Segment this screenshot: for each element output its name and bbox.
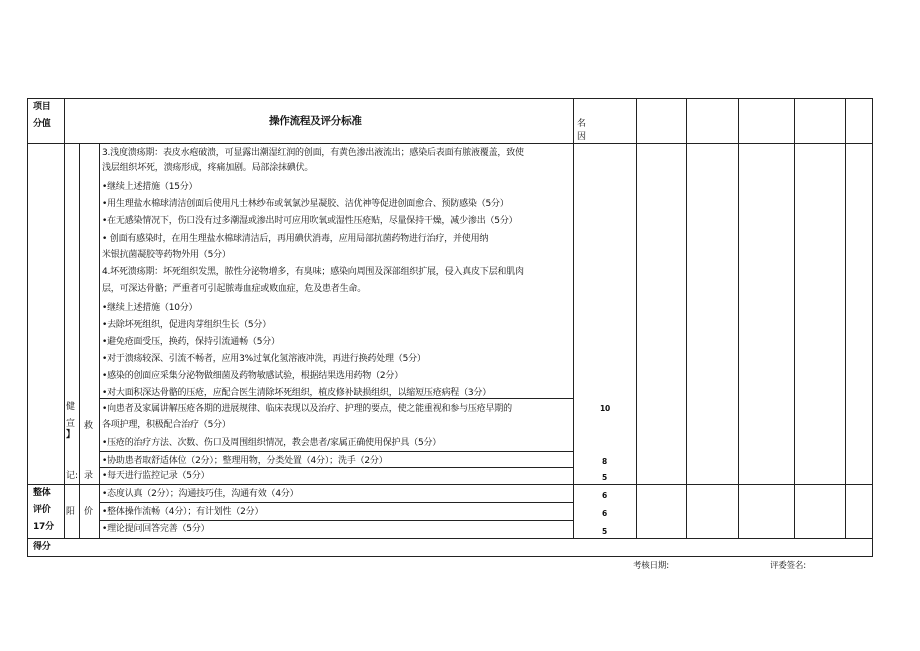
label-health: 】 bbox=[66, 430, 75, 440]
table-left-border bbox=[27, 98, 28, 557]
record-row-score: 5 bbox=[602, 473, 608, 482]
label-health: 宣 bbox=[66, 419, 75, 429]
label-record: 录 bbox=[84, 471, 93, 481]
eval-col-divider-2 bbox=[79, 484, 80, 539]
label-col-divider-2 bbox=[79, 143, 80, 484]
record-row-score: 8 bbox=[602, 457, 608, 466]
content-left-border bbox=[99, 143, 100, 538]
label-health: 记 bbox=[66, 471, 75, 481]
eval-row-score: 5 bbox=[602, 527, 608, 536]
edu-line: 各项护理，积极配合治疗（5分） bbox=[102, 420, 231, 430]
label-yang: 阳 bbox=[66, 507, 75, 517]
record-row-text: •协助患者取舒适体位（2分）；整理用物，分类处置（4分）；洗手（2分） bbox=[102, 456, 388, 466]
content-line: •对于溃疡较深、引流不畅者，应用3%过氧化氢溶液冲洗，再进行换药处理（5分） bbox=[102, 354, 426, 364]
row-line-edu-bottom bbox=[99, 451, 573, 452]
content-line: 米银抗菌凝胶等药物外用（5分） bbox=[102, 250, 231, 260]
label-total-score: 得分 bbox=[33, 542, 51, 552]
col-divider-e bbox=[845, 98, 846, 539]
content-line: 浅层组织坏死，溃疡形成，疼痛加剧。局部涂抹碘伏。 bbox=[102, 163, 314, 173]
content-line: •对大面积深达骨骼的压疮，应配合医生清除坏死组织，植皮修补缺损组织，以缩短压疮病程（3分） bbox=[102, 388, 492, 398]
edu-line: •压疮的治疗方法、次数、伤口及周围组织情况，教会患者/家属正确使用保护具（5分） bbox=[102, 438, 442, 448]
eval-col-divider bbox=[64, 484, 65, 539]
label-col-divider-1 bbox=[64, 143, 65, 484]
col-divider-b bbox=[686, 98, 687, 539]
label-overall: 评价 bbox=[33, 505, 51, 515]
content-line: •避免疮面受压，换药，保持引流通畅（5分） bbox=[102, 337, 280, 347]
row-line-record-bottom bbox=[27, 484, 873, 485]
label-price: 价 bbox=[84, 507, 93, 517]
header-col-divider bbox=[64, 98, 65, 144]
row-line-score-top bbox=[27, 538, 873, 539]
label-rescue: 救 bbox=[84, 421, 93, 431]
score-col-left bbox=[573, 98, 574, 539]
eval-row-score: 6 bbox=[602, 491, 608, 500]
content-line: •继续上述措施（15分） bbox=[102, 182, 198, 192]
row-line-record-1 bbox=[99, 467, 573, 468]
header-item-label: 项目 bbox=[33, 102, 51, 112]
col-divider-a bbox=[636, 98, 637, 539]
content-line: •去除坏死组织，促进肉芽组织生长（5分） bbox=[102, 320, 272, 330]
header-col-label-2: 因 bbox=[577, 132, 586, 142]
col-divider-d bbox=[794, 98, 795, 539]
eval-row-score: 6 bbox=[602, 509, 608, 518]
content-line: •用生理盐水棉球清洁创面后使用凡士林纱布或氧氯沙星凝胶、洁优神等促进创面愈合、预防感染（5分） bbox=[102, 199, 509, 209]
judge-signature-label: 评委签名: bbox=[770, 561, 806, 571]
edu-line: •向患者及家属讲解压疮各期的进展规律、临床表现以及治疗、护理的要点，使之能重视和参与压疮早期的 bbox=[102, 404, 512, 414]
eval-row-text: •态度认真（2分）；沟通技巧佳，沟通有效（4分） bbox=[102, 489, 299, 499]
exam-date-label: 考核日期: bbox=[633, 561, 669, 571]
eval-row-text: •理论提问回答完善（5分） bbox=[102, 524, 210, 534]
header-bottom-border bbox=[27, 143, 873, 144]
eval-row-text: •整体操作流畅（4分）；有计划性（2分） bbox=[102, 507, 264, 517]
row-line-eval-1 bbox=[99, 502, 573, 503]
content-line: 4.坏死溃疡期：坏死组织发黑，脓性分泌物增多，有臭味；感染向周围及深部组织扩展，侵入真皮下层和肌肉 bbox=[102, 267, 524, 277]
header-title: 操作流程及评分标准 bbox=[269, 115, 362, 127]
table-top-border bbox=[27, 98, 873, 99]
content-line: • 创面有感染时，在用生理盐水棉球清洁后，再用碘伏消毒，应用局部抗菌药物进行治疗，并使用纳 bbox=[102, 234, 489, 244]
content-line: 层，可深达骨骼；严重者可引起脓毒血症或败血症，危及患者生命。 bbox=[102, 284, 367, 294]
edu-score: 10 bbox=[600, 404, 611, 413]
content-line: 3.浅度溃疡期：表皮水疱破溃，可显露出潮湿红润的创面，有黄色渗出液流出；感染后表面有脓液覆盖，致使 bbox=[102, 148, 524, 158]
record-row-text: •每天进行监控记录（5分） bbox=[102, 471, 210, 481]
header-score-label: 分值 bbox=[33, 119, 51, 129]
label-overall: 17分 bbox=[33, 522, 54, 532]
content-line: •继续上述措施（10分） bbox=[102, 303, 198, 313]
table-bottom-border bbox=[27, 556, 873, 557]
label-health: : bbox=[75, 471, 78, 481]
label-health: 健 bbox=[66, 402, 75, 412]
col-divider-c bbox=[738, 98, 739, 539]
row-line-eval-2 bbox=[99, 520, 573, 521]
content-line: •感染的创面应采集分泌物做细菌及药物敏感试验，根据结果选用药物（2分） bbox=[102, 371, 404, 381]
label-overall: 整体 bbox=[33, 488, 51, 498]
table-right-border bbox=[872, 98, 873, 557]
content-line: •在无感染情况下，伤口没有过多潮湿或渗出时可应用吹氧或湿性压疮贴，尽量保持干燥，减少渗出（5分） bbox=[102, 216, 518, 226]
header-col-label-1: 名 bbox=[577, 119, 586, 129]
